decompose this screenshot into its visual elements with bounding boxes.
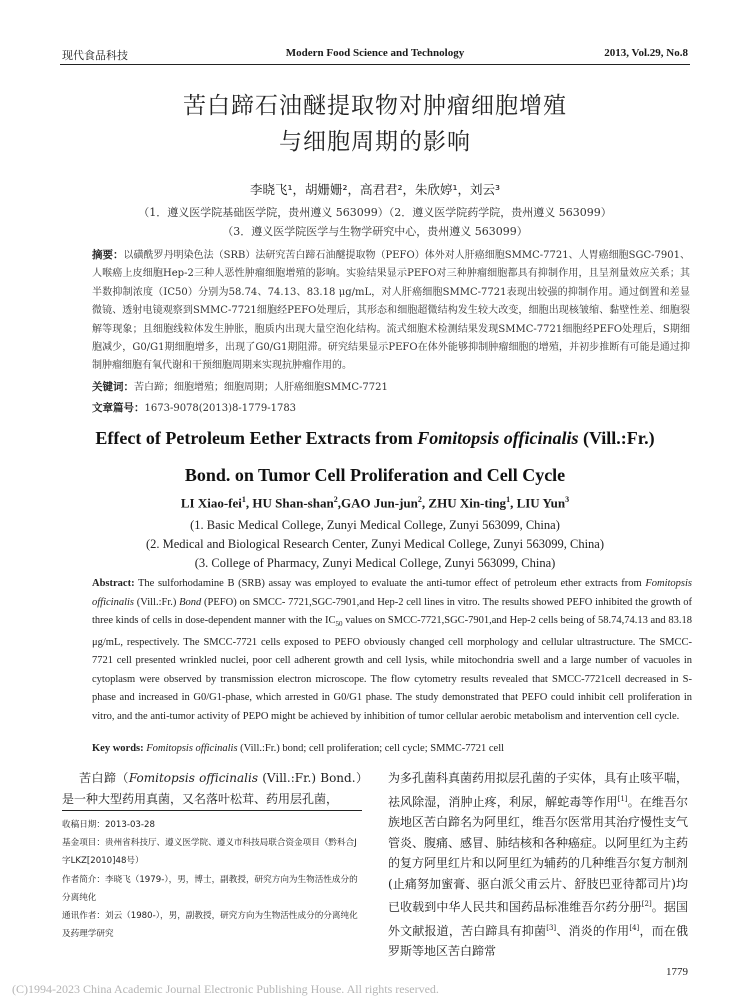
affiliation-en-2: (2. Medical and Biological Research Center, Zunyi Medical College, Zunyi 563099, China) — [145, 537, 605, 551]
authors-en: LI Xiao-fei$^1$, HU Shan-shan$^2$,GAO Jun-jun$^2$, ZHU Xin-ting$^1$, LIU Yun$^3$ — [180, 495, 570, 511]
body-right-b: 。在维吾尔族地区苦白蹄名为阿里红，维吾尔医常用其治疗慢性支气管炎、腹痛、感冒、肺结核和各种癌症。以阿里红为主药的复方阿里红片和以阿里红为辅药的几种维吾尔复方制剂(止痛努加蜜膏、驱白派父甫云片、舒肢巴亚待都司片)均已收载到中华人民共和国药品标准维吾尔药分册 — [388, 794, 689, 914]
abstract-en-part3: (PEFO) on SMCC- 7721,SGC-7901,and Hep-2 cell lines in vitro. The results showed PEFO inhibited the growth of three kinds of cells in dose-dependent manner with the IC — [92, 596, 693, 626]
keywords-cn-label: 关键词： — [92, 381, 134, 393]
author-aff: 3 — [565, 495, 570, 504]
abstract-cn — [92, 246, 690, 376]
abstract-en-species: Fomitopsis officinalis — [92, 578, 692, 608]
footnotes — [62, 816, 362, 943]
article-number-text: 1673-9078(2013)8-1779-1783 — [144, 403, 297, 414]
journal-name-cn: 现代食品科技 — [62, 49, 128, 62]
authors-cn: 李晓飞¹，胡姗姗²，高君君²，朱欣婷¹，刘云³ — [249, 182, 501, 197]
footnote-rule — [62, 810, 362, 811]
abstract-en-part1: The sulforhodamine B (SRB) assay was employed to evaluate the anti-tumor effect of petroleum ether extracts from — [134, 578, 646, 589]
keywords-en-species: Fomitopsis officinalis — [146, 743, 238, 754]
title-en-line1 — [0, 428, 750, 449]
author-en: LIU Yun — [516, 495, 566, 511]
author-aff: 1 — [506, 495, 511, 504]
footnote-author-bio: 作者简介：李晓飞（1979-），男，博士，副教授，研究方向为生物活性成分的分离纯化 — [62, 874, 358, 903]
article-number — [92, 400, 692, 415]
body-left-a: 苦白蹄（ — [79, 771, 129, 785]
ref-1: [1] — [617, 794, 628, 803]
affiliation-en-1: (1. Basic Medical College, Zunyi Medical College, Zunyi 563099, China) — [190, 518, 560, 532]
keywords-en-label: Key words: — [92, 743, 144, 754]
body-right-column — [388, 768, 688, 962]
author-en: ZHU Xin-ting — [428, 495, 507, 511]
keywords-en-text: (Vill.:Fr.) bond; cell proliferation; cell cycle; SMMC-7721 cell — [237, 743, 505, 754]
body-right-e: ，而在俄罗斯等地区苦白蹄常 — [388, 923, 688, 958]
affiliation-en-3: (3. College of Pharmacy, Zunyi Medical College, Zunyi 563099, China) — [194, 556, 556, 570]
footnote-funding: 基金项目：贵州省科技厅、遵义医学院、遵义市科技局联合资金项目（黔科合J字LKZ[2010]48号） — [62, 838, 357, 867]
author-en: LI Xiao-fei — [180, 495, 242, 511]
body-right-d: 、消炎的作用 — [556, 923, 630, 938]
title-cn-line1: 苦白蹄石油醚提取物对肿瘤细胞增殖 — [183, 93, 567, 119]
author-aff: 1 — [241, 495, 246, 504]
title-en-part-a: Effect of Petroleum Eether Extracts from — [95, 428, 418, 448]
page-number: 1779 — [666, 966, 688, 978]
author-aff: 2 — [333, 495, 338, 504]
body-right-a: 为多孔菌科真菌药用拟层孔菌的子实体，具有止咳平喘，祛风除湿，消肿止疼，利尿，解蛇毒等作用 — [388, 771, 689, 809]
author-en: HU Shan-shan — [252, 495, 334, 511]
abstract-en-part4: values on SMCC-7721,SGC-7901,and Hep-2 cells being of 58.74,74.13 and 83.18 μg/mL, respectively. The SMCC-7721 cells exposed to PEFO obviously changed cell morphology and cellular ultrastructure. The SMCC-7721 cell presented wrinkled nuclei, poor cell adherent growth and cell lysis, while mitochondria swell and a large number of vacuoles in cytoplasm were observed by transmission electron microscope. The flow cytometry results revealed that SMCC-7721cell decreased in S-phase and increased in G0/G1-phase, which arrested in G0/G1 phase. The study demonstrated that PEFO could inhibit cell proliferation in vitro, and the anti-tumor activity of PEPO might be achieved by inhibition of tumor cellular aerobic metabolism and intervention cell cycle. — [92, 615, 693, 722]
copyright-watermark: (C)1994-2023 China Academic Journal Electronic Publishing House. All rights reserved. — [12, 982, 439, 996]
title-cn-line2: 与细胞周期的影响 — [279, 129, 471, 155]
abstract-en-part2: (Vill.:Fr.) — [134, 596, 180, 608]
body-left-column — [62, 768, 362, 809]
title-en-part-b: (Vill.:Fr.) — [578, 428, 655, 448]
ref-4: [4] — [629, 923, 640, 932]
keywords-cn-text: 苦白蹄；细胞增殖；细胞周期；人肝癌细胞SMMC-7721 — [134, 382, 388, 393]
body-left-species: Fomitopsis officinalis — [128, 771, 258, 785]
article-number-label: 文章篇号： — [92, 402, 145, 414]
title-en-line2: Bond. on Tumor Cell Proliferation and Cell Cycle — [184, 465, 566, 485]
footnote-corresponding: 通讯作者：刘云（1980-），男，副教授，研究方向为生物活性成分的分离纯化及药理学研究 — [62, 911, 358, 940]
ref-2: [2] — [641, 900, 652, 908]
affiliation-cn-line1: （1．遵义医学院基础医学院，贵州遵义 563099）（2．遵义医学院药学院，贵州遵义 563099） — [138, 206, 612, 219]
abstract-en-bond: Bond — [179, 596, 202, 608]
journal-name-en: Modern Food Science and Technology — [285, 47, 465, 59]
header-rule — [60, 64, 690, 65]
body-left-b: (Vill.:Fr.) Bond.）是一种大型药用真菌，又名落叶松茸、药用层孔菌， — [62, 771, 362, 806]
keywords-en — [92, 743, 692, 754]
abstract-en-label: Abstract: — [92, 578, 135, 589]
author-aff: 2 — [417, 495, 422, 504]
issue-info: 2013, Vol.29, No.8 — [604, 47, 688, 59]
keywords-cn — [92, 378, 692, 394]
body-right-c: 。据国外文献报道，苦白蹄具有抑菌 — [388, 900, 688, 938]
abstract-en-ic-sub: 50 — [335, 620, 343, 629]
title-en-species: Fomitopsis officinalis — [417, 428, 579, 448]
abstract-cn-label: 摘要： — [92, 249, 124, 261]
affiliation-cn-line2: （3．遵义医学院医学与生物学研究中心，贵州遵义 563099） — [222, 225, 528, 238]
ref-3: [3] — [546, 923, 557, 932]
author-en: GAO Jun-jun — [340, 495, 418, 511]
footnote-received: 收稿日期：2013-03-28 — [62, 820, 155, 830]
abstract-cn-text: 以磺酰罗丹明染色法（SRB）法研究苦白蹄石油醚提取物（PEFO）体外对人肝癌细胞SMMC-7721、人胃癌细胞SGC-7901、人喉癌上皮细胞Hep-2三种人恶性肿瘤细胞增殖的影响。实验结果显示PEFO对三种肿瘤细胞都具有抑制作用，且呈剂量效应关系；其半数抑制浓度（IC50）分别为58.74、74.13、83.18 μg/mL，对人肝癌细胞SMMC-7721表现出较强的抑制作用。通过倒置和差显微镜、透射电镜观察到SMMC-7721细胞经PEFO处理后，其形态和细胞超微结构发生较大改变，细胞出现核皱缩、黏壁性差、细胞裂解等现象；且细胞线粒体发生肿胀，胞质内出现大量空泡化结构。流式细胞术检测结果发现SMMC-7721细胞经PEFO处理后，S期细胞减少，G0/G1期细胞增多，出现了G0/G1期阻滞。研究结果显示PEFO在体外能够抑制肿瘤细胞的增殖，并初步推断有可能是通过抑制肿瘤细胞有氧代谢和干预细胞周期来实现抗肿瘤作用的。 — [92, 250, 690, 372]
abstract-en — [92, 575, 692, 726]
